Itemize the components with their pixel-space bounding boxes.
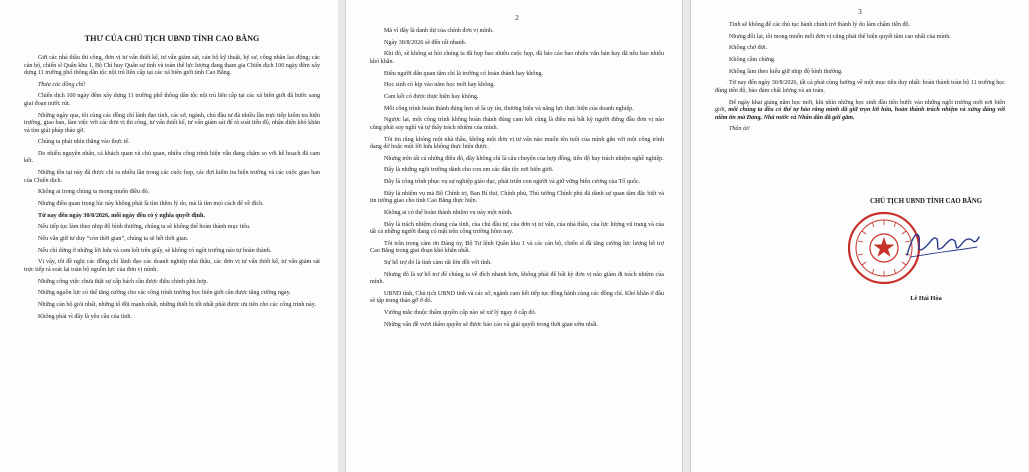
paragraph: Chúng ta phải nhìn thẳng vào thực tế. [38,139,130,146]
paragraph: Tôi tin rằng không một nhà thầu, không một đơn vị tư vấn nào muốn tên tuổi của mình gắn với một công trình dang dở hoặc một lời hứa không thực hiện được. [370,136,664,150]
paragraph: Không ai trong chúng ta mong muốn điều đó. [38,189,150,196]
paragraph: Nếu chỉ dừng ở những lời hứa và cam kết trên giấy, sẽ không có ngôi trường nào tự hoàn thành. [38,247,272,254]
paragraph: Không chờ đợi. [729,45,768,52]
paragraph: Ngược lại, một công trình không hoàn thành đúng cam kết cũng là điều mà bất kỳ người đứng đầu đơn vị nào cũng phải suy nghĩ và tự thấy trách nhiệm của mình. [370,117,664,131]
paragraph-emphasis: Từ nay đến ngày 30/8/2026, mỗi ngày đều có ý nghĩa quyết định. [38,212,205,219]
paragraph: Những nguồn lực có thể tăng cường cho các công trình trường học biên giới cần được tăng cường ngay. [38,290,291,297]
closing-greeting: Thân ái! [729,126,750,133]
paragraph: Những ngày qua, tôi cùng các đồng chí lãnh đạo tỉnh, các sở, ngành, chủ đầu tư đã nhiều lần trực tiếp kiểm tra hiện trường, giao ban, làm việc với các đơn vị thi công, tư vấn thiết kế, tư vấn giám sát để rà soát tiến độ, nhận diện khó khăn và tìm giải pháp tháo gỡ. [24,112,320,134]
paragraph: Đây là nhiệm vụ mà Bộ Chính trị, Ban Bí thư, Chính phủ, Thủ tướng Chính phủ đã dành sự quan tâm đặc biệt và tin tưởng giao cho tỉnh Cao Bằng thực hiện. [370,190,664,205]
paragraph: Nhưng đó là sự hỗ trợ để chúng ta về đích nhanh hơn, không phải để bất kỳ đơn vị nào giảm đi trách nhiệm của mình. [370,271,664,286]
paragraph: Những vấn đề vượt thẩm quyền sẽ được báo cáo và giải quyết trong thời gian sớm nhất. [384,321,599,328]
paragraph: Do nhiều nguyên nhân, cả khách quan và chủ quan, nhiều công trình hiện vẫn đang chậm so với kế hoạch đã cam kết. [24,150,320,165]
paragraph: Từ nay đến ngày 30/8/2026, tất cả phải cùng hướng về một mục tiêu duy nhất: hoàn thành toàn bộ 11 trường học đúng tiến độ, bảo đảm chất lượng và an toàn. [715,80,1005,94]
paragraph: Nếu vẫn giữ tư duy “còn thời gian”, chúng ta sẽ hết thời gian. [38,236,189,243]
closing-text: Để ngày khai giảng năm học mới, khi nhìn những học sinh đầu tiên bước vào những ngôi trường mới nơi biên giới, [715,99,1005,114]
paragraph: Vì vậy, tôi đề nghị các đồng chí lãnh đạo các doanh nghiệp nhà thầu, các đơn vị tư vấn thiết kế, tư vấn giám sát trực tiếp rà soát lại toàn bộ nguồn lực của đơn vị mình. [24,259,320,273]
paragraph: Nếu tiếp tục làm theo nhịp độ bình thường, chúng ta sẽ không thể hoàn thành mục tiêu. [38,224,251,231]
signer-title: CHỦ TỊCH UBND TỈNH CAO BẰNG [869,198,983,205]
paragraph: Vướng mắc thuộc thẩm quyền cấp nào sẽ xử lý ngay ở cấp đó. [384,310,537,317]
handwritten-signature-icon [903,227,983,263]
paragraph: Không phải vì đây là yêu cầu của tỉnh. [38,313,132,320]
page-number: 2 [515,14,519,22]
document-page-3 [690,0,1029,472]
paragraph: Ngày 30/8/2026 sẽ đến rất nhanh. [384,39,467,46]
paragraph: Những công việc chưa thật sự cấp bách cần được điều chỉnh phù hợp. [38,278,208,285]
seal-and-signature [841,211,1011,291]
paragraph: Mỗi công trình hoàn thành đúng hẹn sẽ là uy tín, thương hiệu và năng lực thực hiện của doanh nghiệp. [384,105,634,112]
letter-title: THƯ CỦA CHỦ TỊCH UBND TỈNH CAO BẰNG [84,34,260,43]
paragraph: Khi đó, sẽ không ai hỏi chúng ta đã họp bao nhiêu cuộc họp, đã báo cáo bao nhiêu văn bản hay đã nêu bao nhiêu khó khăn. [370,51,664,65]
paragraph: Học sinh có kịp vào năm học mới hay không. [384,82,495,89]
page-number: 3 [858,8,862,16]
document-page-1 [0,0,338,472]
document-page-2 [345,0,683,472]
paragraph: Chiến dịch 100 ngày đêm xây dựng 11 trường phổ thông dân tộc nội trú liên cấp tại các xã biên giới đã bước sang giai đoạn nước rút. [24,93,320,107]
paragraph-closing [715,100,1005,123]
paragraph: Không làm theo kiểu giữ nhịp độ bình thường. [729,68,843,75]
paragraph: Nhưng điều quan trọng lúc này không phải là tìm thêm lý do, mà là tìm mọi cách để về đích. [38,201,264,207]
paragraph: Cam kết có được thực hiện hay không. [384,93,479,100]
paragraph: Mà vì đây là danh dự của chính đơn vị mình. [384,28,494,34]
paragraph: Đây là công trình phục vụ sự nghiệp giáo dục, phát triển con người và giữ vững biên cương của Tổ quốc. [384,179,641,186]
paragraph: Không cầm chừng. [729,57,776,64]
paragraph: Gửi các nhà thầu thi công, đơn vị tư vấn thiết kế, tư vấn giám sát, cán bộ kỹ thuật, kỹ sư, công nhân lao động; các cán bộ, chiến sĩ Quân khu 1, Bộ Chỉ huy Quân sự tỉnh và toàn thể lực lượng đang tham gia Chiến dịch 100 ngày đêm xây dựng 11 trường phổ thông dân tộc nội trú liên cấp tại các xã biên giới tỉnh Cao Bằng. [24,55,320,76]
paragraph: Nhưng trên tất cả những điều đó, đây không chỉ là câu chuyện của hợp đồng, tiến độ hay trách nhiệm nghề nghiệp. [384,155,664,162]
signature-block [841,198,1011,302]
paragraph: Những cán bộ giỏi nhất, những tổ đội mạnh nhất, những thiết bị tốt nhất phải được ưu tiên cho các công trình này. [38,302,316,308]
paragraph: Tôi trân trọng cảm ơn Đảng ủy, Bộ Tư lệnh Quân khu 1 và các cán bộ, chiến sĩ đã tăng cường lực lượng hỗ trợ Cao Bằng trong giai đoạn khó khăn nhất. [370,240,664,255]
paragraph: Không ai có thể hoàn thành nhiệm vụ này một mình. [384,209,513,216]
paragraph: Tỉnh sẽ không để các thủ tục hành chính trở thành lý do làm chậm tiến độ. [729,22,911,28]
paragraph: Sự hỗ trợ đó là tình cảm rất lớn đối với tỉnh. [384,260,492,266]
paragraph: Những tồn tại này đã được chỉ ra nhiều lần trong các cuộc họp, các đợt kiểm tra hiện trường và các cuộc giao ban của Chiến dịch. [24,170,320,184]
closing-emphasis: mỗi chúng ta đều có thể tự hào rằng mình đã giữ trọn lời hứa, hoàn thành trách nhiệm và xứng đáng với niềm tin mà Đảng, Nhà nước và Nhân dân đã gửi gắm. [715,107,1005,121]
paragraph: Đây là những ngôi trường dành cho con em các dân tộc nơi biên giới. [384,167,554,174]
paragraph: Điều người dân quan tâm chỉ là trường có hoàn thành hay không. [384,70,544,77]
paragraph: Nhưng đổi lại, tôi mong muốn mỗi đơn vị cũng phải thể hiện quyết tâm cao nhất của mình. [729,33,951,40]
paragraph: Đây là trách nhiệm chung của tỉnh, của chủ đầu tư, của đơn vị tư vấn, của nhà thầu, của lực lượng vũ trang và của tất cả những người đang có mặt trên công trường hôm nay. [370,221,664,236]
paragraph: UBND tỉnh, Chủ tịch UBND tỉnh và các sở, ngành cam kết tiếp tục đồng hành cùng các đồng chí. Khó khăn ở đâu sẽ tập trung tháo gỡ ở đó. [370,290,664,305]
signer-name: Lê Hải Hòa [910,295,942,302]
salutation: Thưa các đồng chí! [38,81,86,88]
